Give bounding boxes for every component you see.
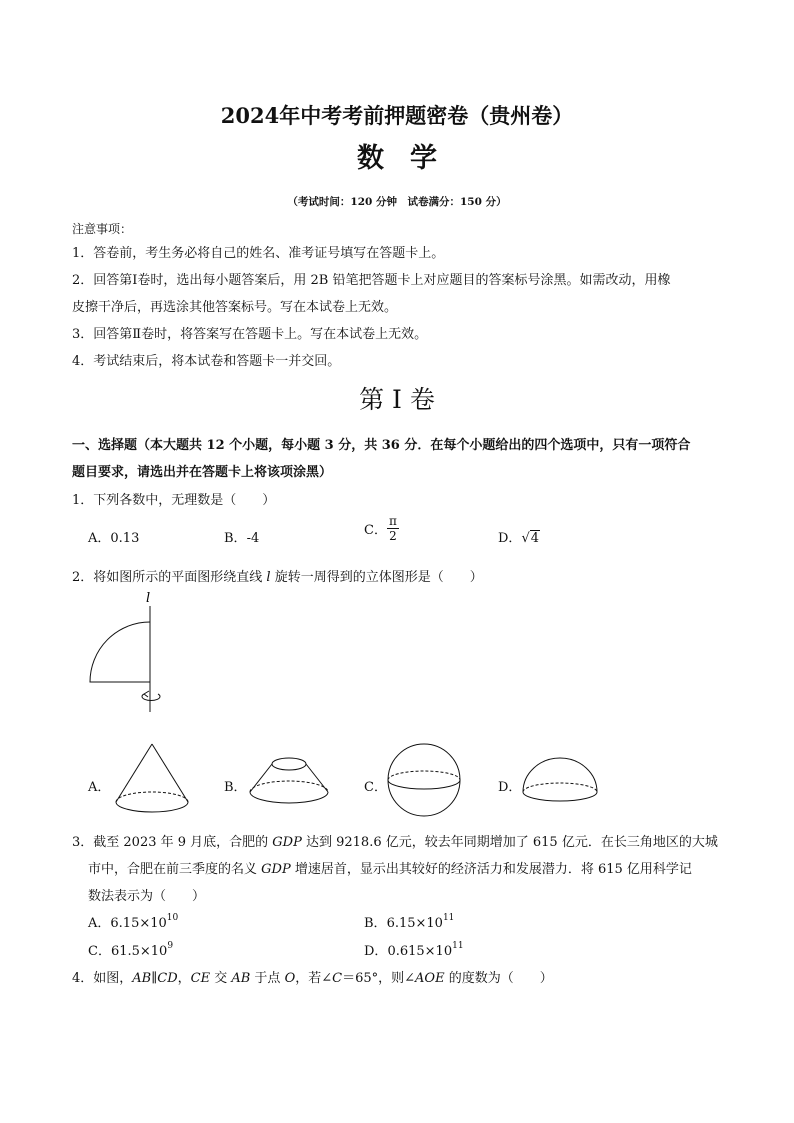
frustum-icon	[246, 754, 332, 814]
q1-a-label: A．	[88, 531, 111, 546]
notice-item-3: 3．回答第Ⅱ卷时，将答案写在答题卡上。写在本试卷上无效。	[72, 327, 428, 342]
q3-a-exp: 10	[166, 913, 179, 923]
notice-item-2: 2．回答第Ⅰ卷时，选出每小题答案后，用 2B 铅笔把答题卡上对应题目的答案标号涂黑。如需改动，用橡	[72, 273, 671, 288]
q1-option-d	[498, 527, 540, 546]
section-intro-line2: 题目要求，请选出并在答题卡上将该项涂黑）	[72, 465, 333, 480]
q3-b-exp: 11	[442, 913, 455, 923]
q1-option-a	[88, 527, 139, 546]
q3-option-d	[364, 940, 464, 959]
q3-line1	[72, 831, 718, 850]
arrow-head-icon	[144, 691, 149, 697]
q3-gdp-1: GDP	[272, 835, 302, 850]
hemisphere-icon	[520, 756, 600, 806]
q1-d-label: D．	[498, 531, 522, 546]
paper-title: 2024年中考考前押题密卷（贵州卷）	[220, 103, 574, 128]
q3-option-c	[88, 940, 173, 959]
q1-b-label: B．	[224, 531, 247, 546]
q4-p7: 的度数为（ ）	[444, 971, 553, 986]
section-juan-title: 第 I 卷	[359, 385, 435, 414]
q2-stem	[72, 566, 483, 585]
sphere-icon	[386, 742, 462, 818]
q3-c-base: 61.5×10	[110, 944, 168, 959]
paper-subject: 数学	[357, 143, 463, 174]
q3-d-exp: 11	[452, 941, 464, 951]
q2-stem-var: l	[266, 570, 271, 585]
q3-b-base: 6.15×10	[386, 916, 443, 931]
q1-option-c	[364, 514, 399, 543]
q1-a-text: 0.13	[110, 531, 140, 546]
parallel-icon: ∥	[151, 971, 158, 986]
q1-b-text: -4	[246, 531, 260, 546]
q2-plane-figure	[82, 588, 172, 716]
q4-p6: ＝65°，则∠	[342, 971, 416, 986]
q1-d-radicand: 4	[530, 531, 540, 546]
exam-info: （考试时间：120 分钟 试卷满分：150 分）	[287, 196, 507, 208]
q3-line1-a: 3．截至 2023 年 9 月底，合肥的	[72, 835, 273, 850]
q3-line2	[88, 858, 692, 877]
q4-p3: 交	[210, 971, 232, 986]
q1-c-label: C．	[364, 523, 387, 538]
q3-line2-a: 市中，合肥在前三季度的名义	[88, 862, 262, 877]
q4-stem	[72, 967, 553, 986]
q2-option-d-label: D．	[498, 780, 522, 795]
q3-d-base: 0.615×10	[387, 944, 453, 959]
notice-item-1: 1．答卷前，考生务必将自己的姓名、准考证号填写在答题卡上。	[72, 246, 445, 261]
q2-axis-label: l	[146, 591, 151, 606]
section-intro-line1: 一、选择题（本大题共 12 个小题，每小题 3 分，共 36 分．在每个小题给出的四个选项中，只有一项符合	[72, 438, 691, 453]
q2-option-a-label: A．	[88, 780, 111, 795]
q3-line3: 数法表示为（ ）	[88, 889, 206, 904]
sqrt-icon: √	[521, 531, 530, 546]
q1-c-fraction	[387, 514, 399, 543]
q3-option-b	[364, 912, 454, 931]
q1-c-denominator: 2	[389, 529, 397, 543]
q2-stem-pre: 2．将如图所示的平面图形绕直线	[72, 570, 267, 585]
q1-option-b	[224, 527, 259, 546]
cone-icon	[110, 740, 194, 822]
q2-option-b-label: B．	[224, 780, 247, 795]
q4-o: O	[284, 971, 296, 986]
q3-a-label: A．	[88, 916, 111, 931]
q3-d-label: D．	[364, 944, 388, 959]
q4-p4: 于点	[250, 971, 285, 986]
q3-line2-b: 增速居首，显示出其较好的经济活力和发展潜力．将 615 亿用科学记	[290, 862, 692, 877]
q4-ab: AB	[132, 971, 152, 986]
q4-p5: ，若∠	[295, 971, 333, 986]
q3-line1-b: 达到 9218.6 亿元，较去年同期增加了 615 亿元．在长三角地区的大城	[301, 835, 718, 850]
q1-c-numerator: π	[388, 514, 397, 528]
q2-option-c-label: C．	[364, 780, 387, 795]
q3-c-exp: 9	[167, 941, 174, 951]
q4-p1: 4．如图，	[72, 971, 133, 986]
q3-gdp-2: GDP	[261, 862, 291, 877]
q4-ce: CE	[190, 971, 211, 986]
notice-heading: 注意事项：	[72, 222, 133, 236]
q4-c: C	[332, 971, 343, 986]
notice-item-4: 4．考试结束后，将本试卷和答题卡一并交回。	[72, 354, 341, 369]
q3-c-label: C．	[88, 944, 111, 959]
q4-ab2: AB	[231, 971, 251, 986]
q4-p2: ，	[177, 971, 191, 986]
q3-b-label: B．	[364, 916, 387, 931]
q2-quarter-circle	[90, 622, 150, 682]
q2-stem-post: 旋转一周得到的立体图形是（ ）	[270, 570, 483, 585]
notice-item-2-cont: 皮擦干净后，再选涂其他答案标号。写在本试卷上无效。	[72, 300, 398, 315]
q1-stem: 1．下列各数中，无理数是（ ）	[72, 493, 276, 508]
q3-option-a	[88, 912, 178, 931]
q3-a-base: 6.15×10	[110, 916, 167, 931]
q4-aoe: AOE	[415, 971, 445, 986]
q4-cd: CD	[157, 971, 178, 986]
